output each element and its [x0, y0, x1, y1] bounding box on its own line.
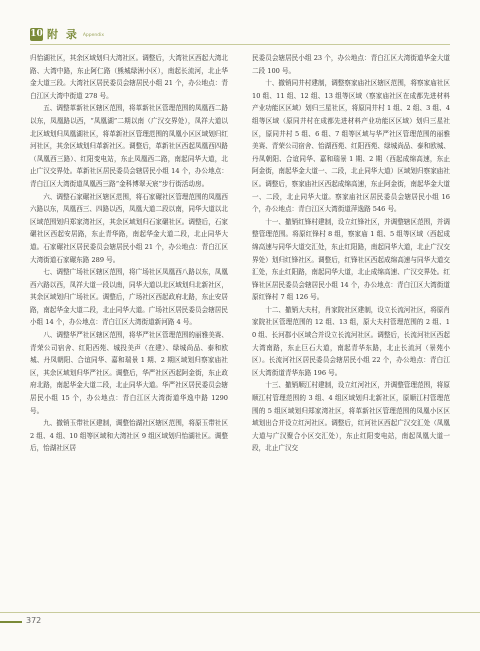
page-number-bar	[0, 621, 22, 623]
paragraph: 归怡湖社区，其余区域划归大湾社区。调整后，大湾社区西起大湾北路、大湾中路，东止阿仁路（熊城绿洲小区），南起长流河，北止华金大道三段。大湾社区居民委员会辖居民小组 21 个，办公地点：青白江区大湾中街道 278 号。	[30, 54, 228, 100]
header-rule	[30, 44, 450, 45]
paragraph: 十三、撤销顺江村建制，设立红河社区，并调整管理范围，将原顺江村管理范围的 3 组、4 组区域划归北新社区，原顺江村管理范围的 5 组区域划归郑家湾社区，将革新社区管理范围的凤凰小区区域划出合并设立红河社区。调整后，红河社区西起广汉交汇处（凤凰大道与广汉聚合小区交汇处），东止红阳变电站，南起凤凰大道一段，北止广汉交	[252, 381, 450, 453]
chapter-logo: 10	[30, 29, 43, 39]
page-header	[30, 26, 104, 42]
paragraph: 十、撤销同井村建制，调整察家庙社区辖区范围，将察家庙社区 10 组、11 组、12 组、13 组等区域（察家庙社区在成都先进材料产业功能区区域）划归三星社区，将原同井村 1 组、2 组、3 组、4 组等区域（原同井村在成都先进材料产业功能区区域）划归三星社区，原同井村 5 组、6 组、7 组等区域与华严社区管理范围的丽雅美赛、青荣公司宿舍、怡湖西苑、红阳西苑、绿城尚品、泰和欧城、丹凤朝阳、合谊同华、嘉和瑞景 1 期、2 期（西起成绵高速，东止阿金街，南起华金大道一、二段，北止同华大道）区域划归察家庙社区。调整后，察家庙社区西起成绵高速，东止阿金街，南起华金大道一、二段，北止同华大道。察家庙社区居民委员会辖居民小组 16 个，办公地点：青白江区大湾街道萍逸路 546 号。	[252, 79, 450, 214]
paragraph: 十一、撤销红锋村建制，设立红锋社区，并调整辖区范围，并调整管理范围。将原红锋村 8 组，察家庙 1 组、5 组等区域（西起成绵高速与同华大道交汇处，东止红阳路，南起同华大道，北止广汉交界处）划归红锋社区。调整后，红锋社区西起成绵高速与同华大道交汇处，东止红阳路，南起同华大道，北止成绵高速、广汉交界处。红锋社区居民委员会辖居民小组 14 个，办公地点：青白江区大湾街道原红锋村 7 组 126 号。	[252, 217, 450, 302]
page-number: 372	[26, 616, 42, 625]
left-column	[30, 52, 228, 455]
paragraph: 九、撤销玉带社区建制，调整怡湖社区辖区范围，将原玉带社区 2 组、4 组、10 组等区域和大湾社区 9 组区域划归怡湖社区。调整后，怡湖社区居	[30, 419, 228, 453]
section-title: 附 录	[47, 28, 79, 41]
paragraph: 六、调整石家碾社区辖区范围，将石家碾社区管理范围的凤凰西六路以东，凤凰西三、四路以西，凤凰大道二段以南，同华大道以北区域范围划归郑家湾社区，其余区域划归石家碾社区。调整后，石家碾社区西起安居路，东止青华路，南起华金大道二段，北止同华大道。石家碾社区居民委员会辖居民小组 21 个，办公地点：青白江区大湾街道石家碾东路 289 号。	[30, 192, 228, 264]
paragraph: 十二、撤销大夫村，肖家院社区建制，设立长流河社区，将原肖家院社区管理范围的 12 组、13 组，原大夫村管理范围的 2 组、10 组、长河郡小区域合并设立长流河社区。调整后，长流河社区西起大湾南路，东止巨石大道，南起青华东路，北止长流河（景苑小区）。长流河社区居民委员会辖居民小组 22 个，办公地点：青白江区大湾街道青华东路 196 号。	[252, 305, 450, 377]
paragraph: 七、调整广场社区辖区范围，将广场社区凤凰西八路以东，凤凰西六路以西，凤祥大道一段以南，同华大道以北区域划归北新社区，其余区域划归广场社区。调整后，广场社区西起政府北路，东止安居路，南起华金大道二段，北止同华大道。广场社区居民委员会辖居民小组 14 个，办公地点：青白江区大湾街道新河路 4 号。	[30, 268, 228, 327]
section-subtitle: Appendix	[82, 33, 105, 38]
paragraph: 八、调整华严社区辖区范围，将华严社区管理范围的丽雅美赛、青荣公司宿舍、红阳西苑、城投美声（在建）、绿城尚品、泰和欧城、丹凤朝阳、合谊同华、嘉和瑞景 1 期、2 期区域划归察家庙社区，其余区域划归华严社区。调整后，华严社区西起阿金街，东止政府北路，南起华金大道二段，北止同华大道。华严社区居民委员会辖居民小组 15 个，办公地点：青白江区大湾街道华逸中路 1290 号。	[30, 331, 228, 415]
footer-rule	[0, 612, 480, 613]
right-column	[252, 52, 450, 455]
paragraph: 民委员会辖居民小组 23 个，办公地点：青白江区大湾街道华金大道二段 100 号。	[252, 54, 450, 75]
paragraph: 五、调整革新社区辖区范围，将革新社区管理范围的凤凰西二路以东，凤凰路以西，“凤凰湖”二期以南（广汉交界处），凤祥大道以北区域划归凤凰湖社区，将革新社区管理范围的凤凰小区区域划归红河社区，其余区域划归革新社区。调整后，革新社区西起凤凰西四路（凤凰西三路）、红阳变电站，东止凤凰西二路，南起同华大道，北止广汉交界处。革新社区居民委员会辖居民小组 14 个，办公地点：青白江区大湾街道凤凰西三路“金科博翠天宸”步行街活动房。	[30, 104, 228, 188]
